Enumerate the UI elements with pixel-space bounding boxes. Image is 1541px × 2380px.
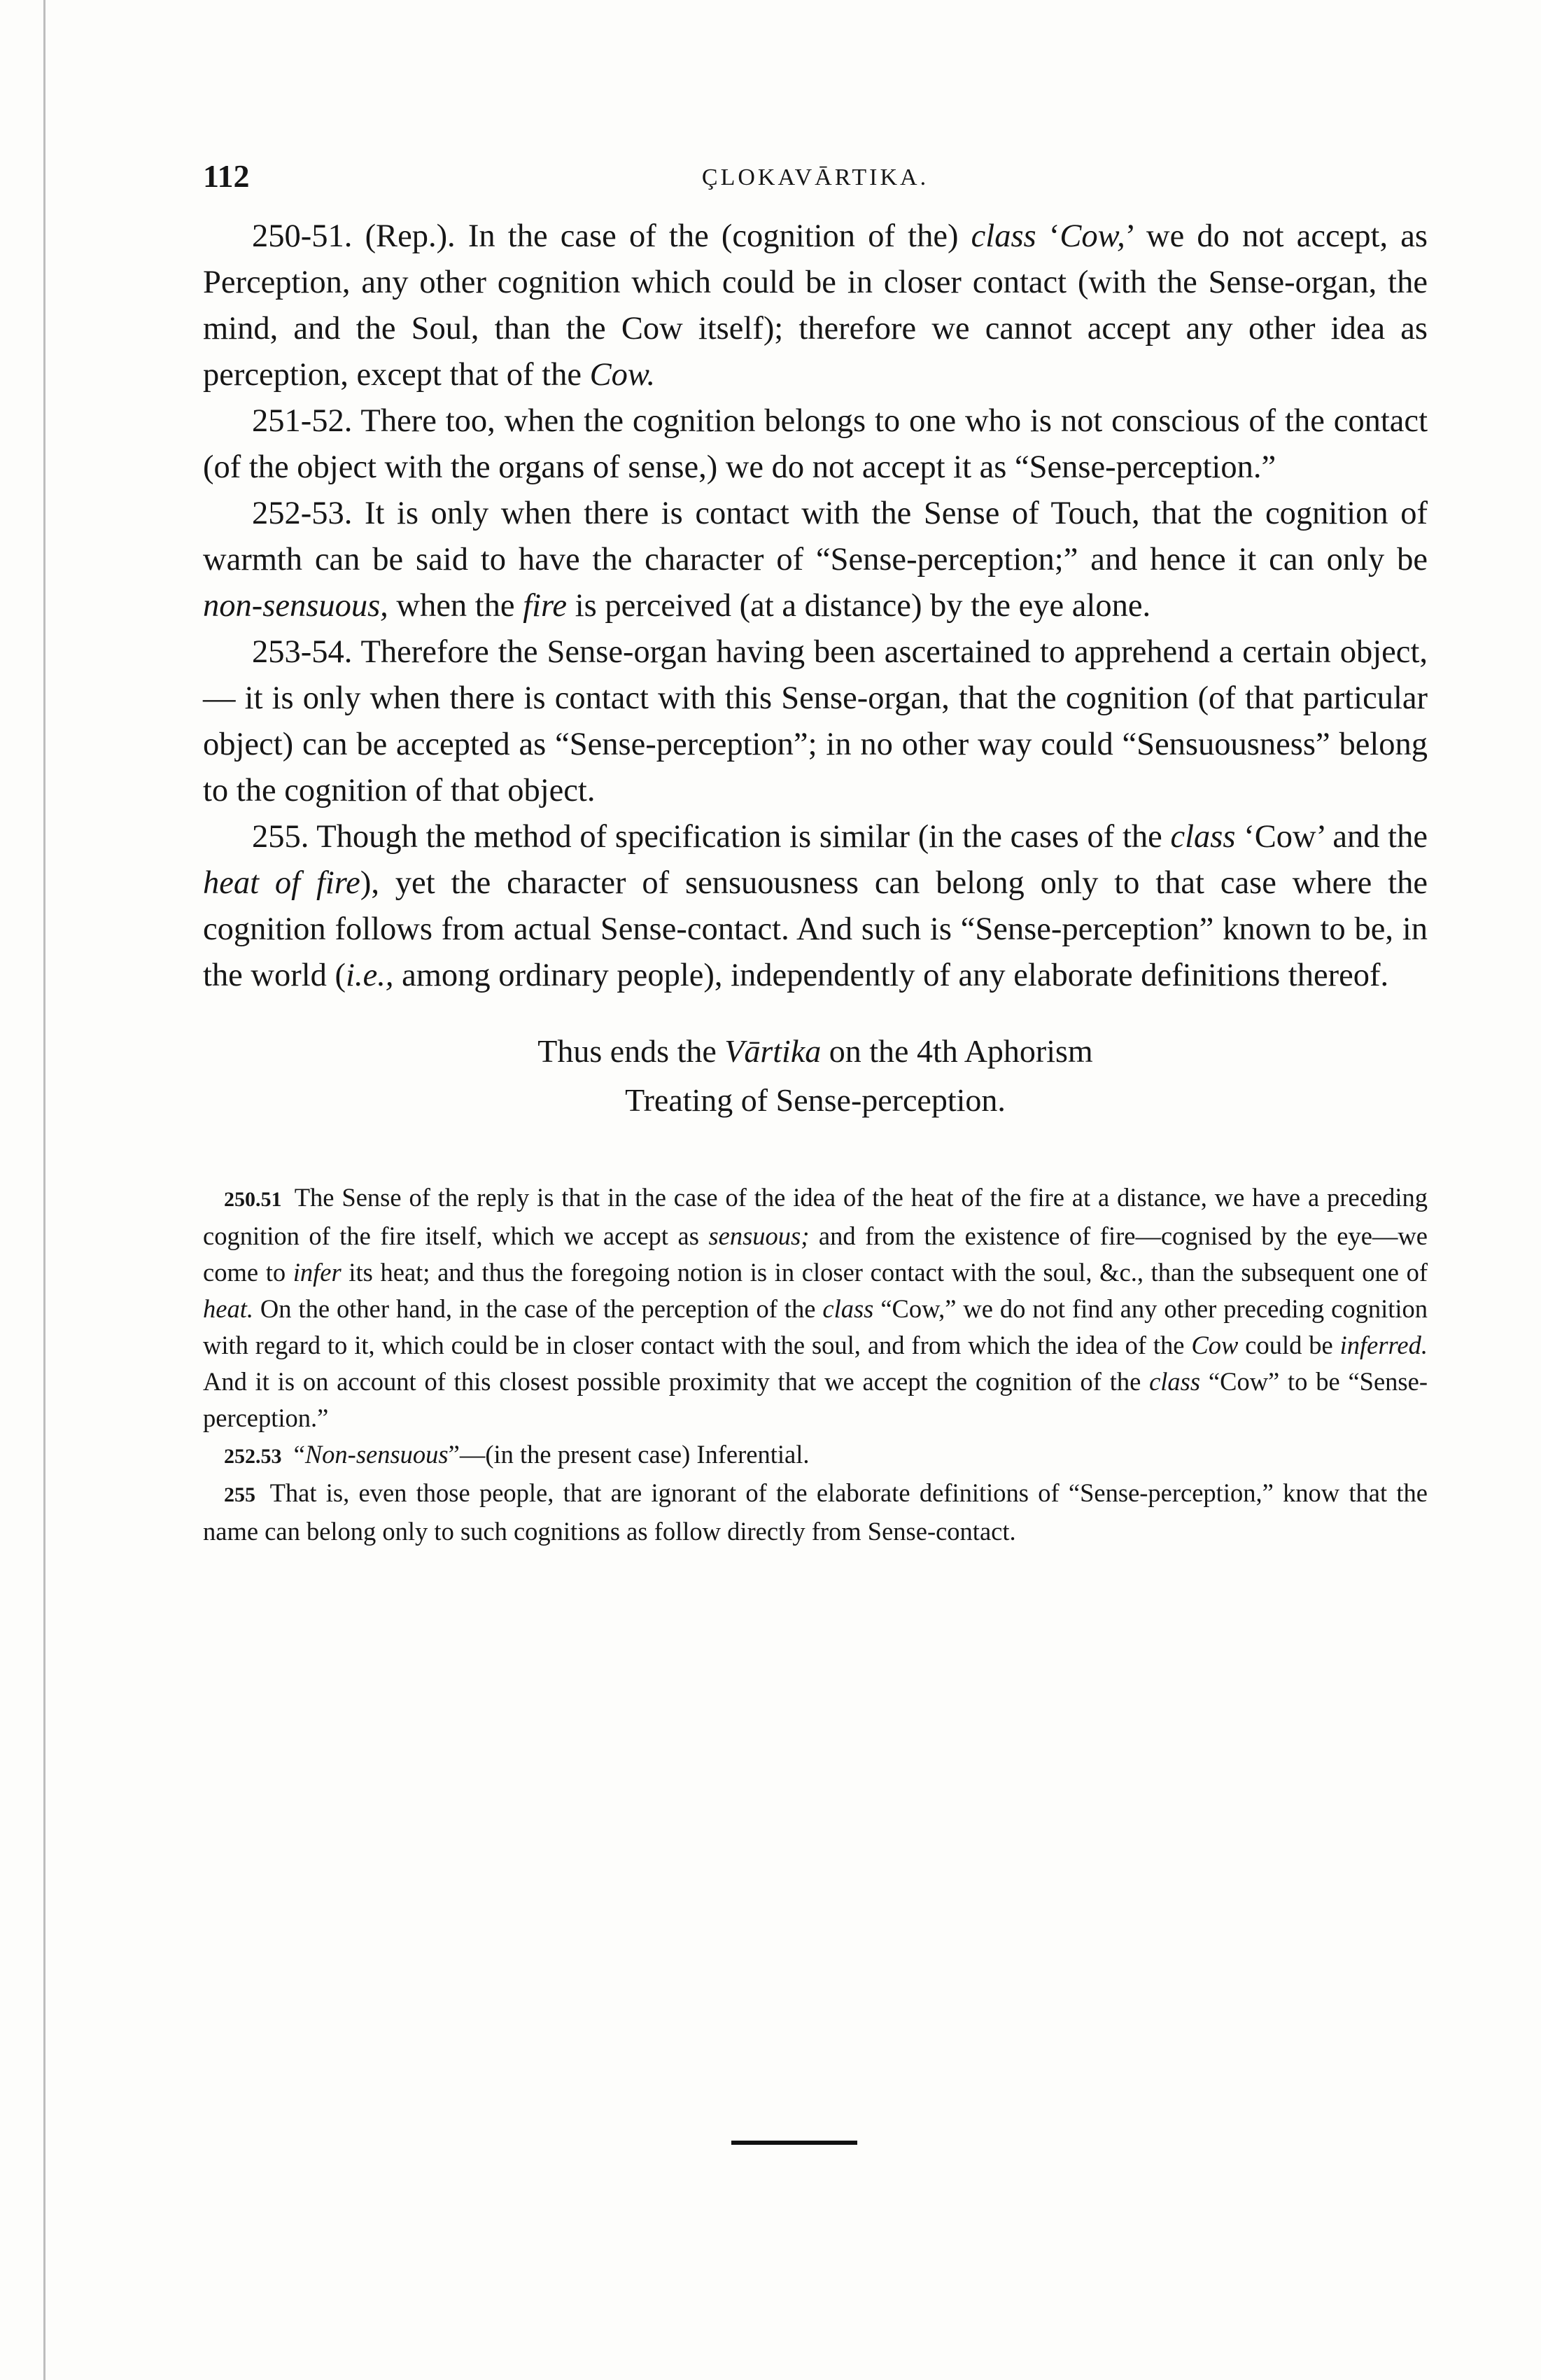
conclusion-line-1 [203,1027,1428,1076]
italic-term: Non-sensuous [304,1440,449,1469]
conclusion-line-2: Treating of Sense-perception. [625,1082,1006,1118]
footnote-ref: 255 [224,1483,255,1506]
main-text [203,214,1428,999]
italic-term: class [971,218,1036,254]
text-run: It is only when there is contact with the Sense of Touch, that the cognition of warmth can be said to have the character of “Sense-perception;” and hence it can only be [203,496,1428,578]
verse-text [203,819,1428,993]
italic-term: infer [293,1258,342,1287]
italic-term: class [1170,819,1236,855]
italic-term: Cow, [1060,218,1125,254]
footnote-text [203,1478,1428,1546]
italic-term: Cow [1191,1331,1239,1359]
verse-number: 251-52. [252,403,353,439]
verse-number: 250-51. [252,218,353,254]
verse-text [203,496,1428,624]
footnote-250-51 [203,1180,1428,1436]
conclusion-text: Thus ends the [537,1033,725,1069]
verse-253-54 [203,629,1428,814]
footnote-text [203,1183,1428,1432]
footnote-255 [203,1475,1428,1550]
text-run: its heat; and thus the foregoing notion is in closer contact with the soul, &c., than the subsequent one of [341,1258,1428,1287]
italic-term: Cow. [589,357,656,393]
page [203,158,1428,1550]
text-run: And it is on account of this closest possible proximity that we accept the cognition of the [203,1367,1150,1396]
text-run: and from the existence of fire—cognised by the eye—we come to [203,1222,1428,1287]
italic-term: i.e., [346,958,394,993]
text-run: among ordinary people), independently of any elaborate definitions thereof. [393,958,1389,993]
text-run: The Sense of the reply is that in the case of the idea of the heat of the fire at a distance, we have a preceding cognition of the fire itself, which we accept as [203,1183,1428,1250]
text-run: ’ we do not accept, as Perception, any other cognition which could be in closer contact (with the Sense-organ, the mind, and the Soul, than the Cow itself); therefore we cannot accept any other idea as perception, except that of the [203,218,1428,393]
footnote-ref: 252.53 [224,1445,282,1468]
italic-term: heat. [203,1294,253,1323]
text-run: Therefore the Sense-organ having been ascertained to apprehend a certain object, — it is only when there is contact with this Sense-organ, that the cognition (of that particular object) can be accepted as “Sense-perception”; in no other way could “Sensuousness” belong to the cognition of that object. [203,634,1428,808]
page-header-title: ÇLOKAVĀRTIKA. [701,164,929,190]
text-run: “ [293,1440,305,1469]
verse-number: 255. [252,819,309,855]
text-run: ‘ [1036,218,1060,254]
verse-255 [203,814,1428,999]
verse-number: 253-54. [252,634,353,670]
footnote-252-53 [203,1436,1428,1475]
text-run: That is, even those people, that are ignorant of the elaborate definitions of “Sense-perception,” know that the name can belong only to such cognitions as follow directly from Sense-contact. [203,1478,1428,1546]
text-run: “Cow” to be “Sense-perception.” [203,1367,1428,1432]
verse-text [203,218,1428,393]
text-run: ‘Cow’ and the [1235,819,1428,855]
text-run: On the other hand, in the case of the perception of the [253,1294,823,1323]
text-run: is perceived (at a distance) by the eye alone. [567,588,1151,624]
footnotes [203,1180,1428,1550]
footnote-text [294,1440,810,1469]
italic-term: heat of fire [203,865,360,901]
text-run: could be [1238,1331,1340,1359]
text-run: “Cow,” we do not find any other preceding cognition with regard to it, which could be in closer contact with the soul, and from which the idea of the [203,1294,1428,1359]
text-run: There too, when the cognition belongs to one who is not conscious of the contact (of the object with the organs of sense,) we do not accept it as “Sense-perception.” [203,403,1428,485]
italic-term: sensuous; [708,1222,810,1250]
text-run: ”—(in the present case) Inferential. [448,1440,810,1469]
italic-term: inferred. [1339,1331,1428,1359]
text-run: Though the method of specification is similar (in the cases of the [316,819,1171,855]
verse-text [203,403,1428,485]
text-run: ), yet the character of sensuousness can belong only to that case where the cognition follows from actual Sense-contact. And such is “Sense-perception” known to be, in the world ( [203,865,1428,993]
conclusion-text: on the 4th Aphorism [821,1033,1093,1069]
end-rule [731,2141,857,2145]
running-head [203,158,1428,214]
section-conclusion [203,1027,1428,1125]
verse-number: 252-53. [252,496,353,531]
page-number: 112 [203,158,250,194]
scan-margin-line [43,0,45,2380]
verse-252-53 [203,491,1428,629]
footnote-ref: 250.51 [224,1188,282,1211]
italic-term: fire [523,588,568,624]
italic-term: class [1149,1367,1201,1396]
text-run: when the [388,588,523,624]
conclusion-term: Vārtika [724,1033,822,1069]
italic-term: class [822,1294,874,1323]
italic-term: non-sensuous, [203,588,388,624]
verse-250-51 [203,214,1428,398]
verse-251-52 [203,398,1428,491]
text-run: (Rep.). In the case of the (cognition of the) [365,218,971,254]
verse-text [203,634,1428,808]
